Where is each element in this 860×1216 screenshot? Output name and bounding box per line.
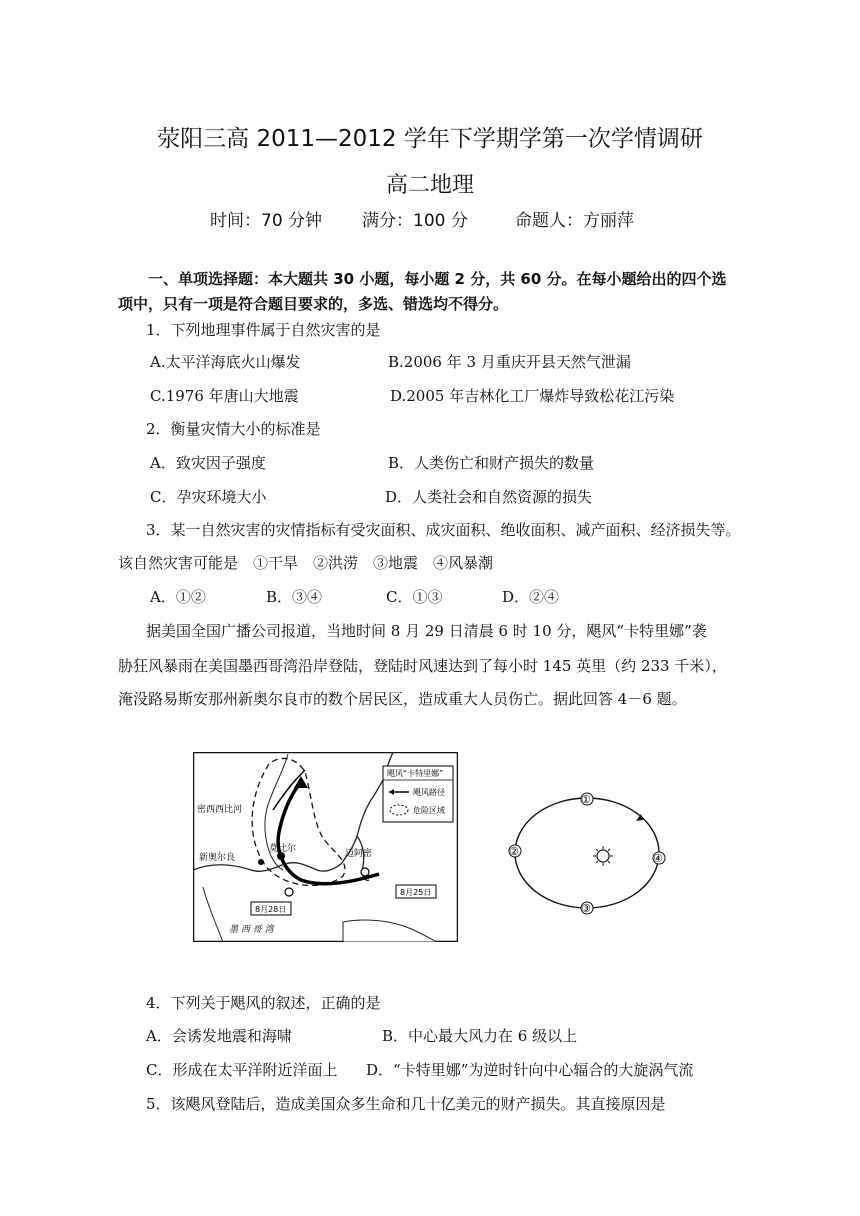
- question-5-stem: 5．该飓风登陆后，造成美国众多生命和几十亿美元的财产损失。其直接原因是: [146, 1095, 666, 1113]
- question-2-option-b: B．人类伤亡和财产损失的数量: [388, 454, 595, 472]
- position-marker-aug28: [285, 888, 293, 896]
- label-gulf: 墨 西 哥 湾: [229, 925, 274, 935]
- earth-orbit-diagram: [505, 790, 670, 920]
- legend-title: 飓风“卡特里娜”: [387, 769, 444, 778]
- label-river: 密西西比河: [197, 805, 243, 815]
- label-aug28: 8月28日: [255, 905, 287, 914]
- question-3-option-d: D．②④: [502, 588, 560, 606]
- question-4-option-c: C．形成在太平洋附近洋面上: [146, 1061, 338, 1079]
- question-4-option-d: D．“卡特里娜”为逆时针向中心辐合的大旋涡气流: [366, 1061, 694, 1079]
- exam-author: 命题人：方丽萍: [515, 211, 634, 231]
- question-3-stem-line1: 3．某一自然灾害的灾情指标有受灾面积、成灾面积、绝收面积、减产面积、经济损失等。: [146, 521, 741, 539]
- orbit-label-4: ④: [653, 852, 663, 865]
- city-marker-new-orleans: [258, 859, 264, 865]
- question-2-option-d: D．人类社会和自然资源的损失: [385, 488, 593, 506]
- exam-score: 满分：100 分: [362, 211, 468, 231]
- question-2-stem: 2．衡量灾情大小的标准是: [146, 420, 321, 438]
- legend-path-label: 飓风路径: [413, 788, 445, 797]
- passage-line2: 胁狂风暴雨在美国墨西哥湾沿岸登陆，登陆时风速达到了每小时 145 英里（约 233 千米），: [118, 657, 727, 675]
- sun-icon: [593, 846, 613, 866]
- label-aug25: 8月25日: [400, 888, 432, 897]
- orbit-ellipse: [515, 798, 659, 908]
- label-new-orleans: 新奥尔良: [199, 853, 236, 863]
- city-marker-miami: [361, 868, 369, 876]
- passage-line3: 淹没路易斯安那州新奥尔良市的数个居民区，造成重大人员伤亡。据此回答 4－6 题。: [118, 690, 687, 708]
- question-1-option-b: B.2006 年 3 月重庆开县天然气泄漏: [388, 353, 631, 371]
- orbit-label-1: ①: [581, 793, 591, 806]
- question-4-stem: 4．下列关于飓风的叙述，正确的是: [146, 994, 381, 1012]
- question-3-option-c: C．①③: [386, 588, 443, 606]
- hurricane-katrina-map: [193, 752, 458, 942]
- question-4-option-b: B．中心最大风力在 6 级以上: [382, 1027, 578, 1045]
- orbit-label-3: ③: [581, 902, 591, 915]
- question-1-option-d: D.2005 年吉林化工厂爆炸导致松花江污染: [390, 387, 675, 405]
- question-1-option-c: C.1976 年唐山大地震: [150, 387, 299, 405]
- section-heading-line2: 项中，只有一项是符合题目要求的，多选、错选均不得分。: [118, 295, 509, 313]
- question-3-option-b: B．③④: [266, 588, 323, 606]
- question-1-option-a: A.太平洋海底火山爆发: [150, 353, 301, 371]
- question-2-option-a: A．致灾因子强度: [150, 454, 266, 472]
- subject-title: 高二地理: [385, 173, 474, 198]
- exam-title: 荥阳三高 2011—2012 学年下学期学第一次学情调研: [157, 126, 703, 152]
- question-3-option-a: A．①②: [150, 588, 206, 606]
- legend-danger-label: 危险区域: [413, 806, 445, 815]
- label-mobile: 莫比尔: [269, 844, 297, 854]
- section-heading-line1: 一、单项选择题：本大题共 30 小题，每小题 2 分，共 60 分。在每小题给出的四个选: [148, 270, 727, 288]
- question-1-stem: 1．下列地理事件属于自然灾害的是: [146, 321, 381, 339]
- question-2-option-c: C．孕灾环境大小: [150, 488, 267, 506]
- passage-line1: 据美国全国广播公司报道，当地时间 8 月 29 日清晨 6 时 10 分，飓风“卡特里娜”袭: [146, 622, 707, 640]
- orbit-label-2: ②: [509, 845, 519, 858]
- question-3-stem-line2: 该自然灾害可能是 ①干旱 ②洪涝 ③地震 ④风暴潮: [118, 554, 494, 572]
- question-4-option-a: A．会诱发地震和海啸: [146, 1027, 292, 1045]
- exam-time: 时间：70 分钟: [210, 211, 323, 231]
- label-miami: 迈阿密: [345, 849, 373, 859]
